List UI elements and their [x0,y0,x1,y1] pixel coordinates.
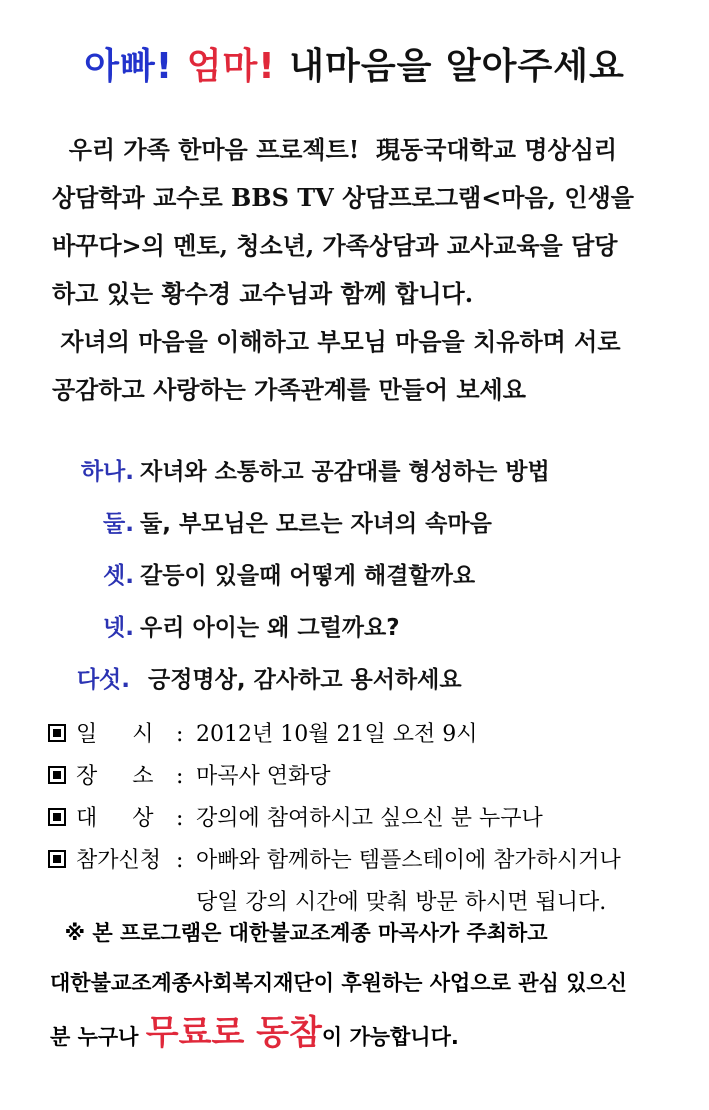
topic-text: 우리 아이는 왜 그럴까요? [140,615,400,641]
free-participation-highlight: 무료로 동참 [145,1013,322,1053]
notice-block [50,908,670,1062]
notice-line [50,1008,670,1062]
title-main: 내마음을 알아주세요 [289,46,625,87]
info-label: 대 상 [76,806,154,831]
square-bullet-icon [48,724,66,742]
intro-line: 자녀의 마음을 이해하고 부모님 마음을 치유하며 서로 [52,327,621,356]
topic-text: 긍정명상, 감사하고 용서하세요 [148,667,462,693]
title-mom: 엄마! [186,46,276,87]
notice-line: 대한불교조계종사회복지재단이 후원하는 사업으로 관심 있으신 [50,971,627,995]
topic-number: 셋. [103,563,134,589]
topic-number: 하나. [80,459,134,485]
notice-line: ※ 본 프로그램은 대한불교조계종 마곡사가 주최하고 [50,921,548,945]
square-bullet-icon [48,766,66,784]
topic-text: 갈등이 있을때 어떻게 해결할까요 [140,563,476,589]
info-value: 강의에 참여하시고 싶으신 분 누구나 [196,806,543,831]
topic-item [60,550,680,602]
intro-line: 바꾸다>의 멘토, 청소년, 가족상담과 교사교육을 담당 [52,231,618,260]
intro-paragraph [52,126,662,414]
info-colon: : [176,722,184,747]
info-colon: : [176,848,184,873]
title-dad: 아빠! [84,46,174,87]
topic-item [60,498,680,550]
info-label: 참가신청 [76,848,162,873]
square-bullet-icon [48,808,66,826]
intro-line: 상담학과 교수로 BBS TV 상담프로그램<마음, 인생을 [52,183,634,212]
topic-item [60,602,680,654]
info-colon: : [176,764,184,789]
info-value: 당일 강의 시간에 맞춰 방문 하시면 됩니다. [196,890,607,915]
topic-number: 둘. [103,511,134,537]
topic-number: 다섯. [76,667,130,693]
info-row-apply [48,840,688,882]
info-label: 일 시 [76,722,154,747]
notice-text: 이 가능합니다. [321,1025,459,1049]
info-value: 아빠와 함께하는 템플스테이에 참가하시거나 [196,848,621,873]
topic-item [60,446,680,498]
info-row-place [48,756,688,798]
info-row-target [48,798,688,840]
square-bullet-icon [48,850,66,868]
page-title [0,38,709,89]
topic-list [60,446,680,706]
topic-number: 넷. [103,615,134,641]
intro-line: 하고 있는 황수경 교수님과 함께 합니다. [52,279,474,308]
intro-line: 공감하고 사랑하는 가족관계를 만들어 보세요 [52,375,526,404]
intro-line: 우리 가족 한마음 프로젝트! 現동국대학교 명상심리 [52,135,618,164]
info-value: 마곡사 연화당 [196,764,331,789]
notice-text: 분 누구나 [50,1025,146,1049]
info-value: 2012년 10월 21일 오전 9시 [196,722,478,747]
topic-text: 자녀와 소통하고 공감대를 형성하는 방법 [140,459,550,485]
info-colon: : [176,806,184,831]
info-row-date [48,714,688,756]
event-info [48,714,688,924]
topic-text: 둘, 부모님은 모르는 자녀의 속마음 [140,511,492,537]
info-label: 장 소 [76,764,154,789]
topic-item [60,654,680,706]
